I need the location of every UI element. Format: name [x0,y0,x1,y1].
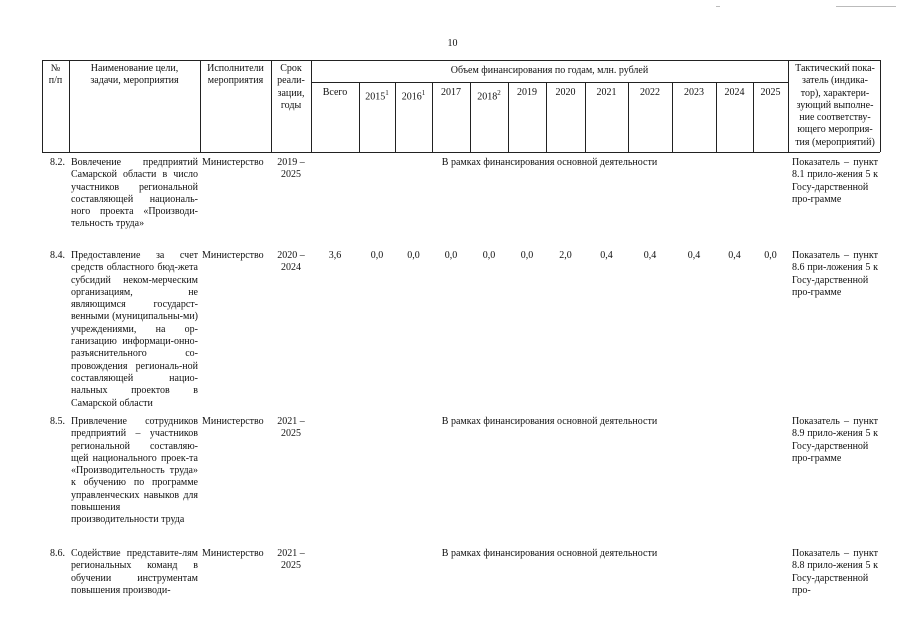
row-value-2019: 0,0 [520,250,534,261]
row-indicator: Показатель – пункт 8.9 прило-жения 5 к Госу-дарственной про-грамме [792,416,878,464]
row-value-2015: 0,0 [370,250,384,261]
header-year-Всего [311,87,359,99]
header-number: № п/п [48,63,63,87]
header-financing: Объем финансирования по годам, млн. рублей [450,65,649,76]
row-name: Содействие представите-лям региональных команд в обучении инструментам повышения производи- [71,548,198,596]
header-year-label: 2016 [401,91,422,103]
row-value-2022: 0,4 [643,250,657,261]
header-year-2021 [585,87,628,99]
header-year-label: 2017 [441,87,461,98]
row-value-2018: 0,0 [482,250,496,261]
footnote-marker: 1 [421,89,426,97]
header-year-2016 [395,87,432,104]
row-executor: Министерство [202,157,264,168]
table-top-border [42,60,880,61]
header-year-label: 2025 [760,87,781,98]
row-indicator: Показатель – пункт 8.6 при-ложения 5 к Госу-дарственной про-грамме [792,250,878,298]
header-year-2022 [628,87,672,99]
row-term: 2021 – 2025 [277,548,305,572]
row-value-2024: 0,4 [728,250,741,261]
footnote-marker: 1 [385,89,389,97]
header-year-label: 2015 [365,91,386,103]
row-value-2021: 0,4 [600,250,613,261]
row-name: Привлечение сотрудников предприятий – участников региональной составляю-щей национального проек-та «Производительность труда» к обучению по программе управленческих навыков для повышения производительности труда [71,416,198,526]
scan-artifact-line [836,6,896,7]
row-name: Предоставление за счет средств областного бюд-жета субсидий неком-мерческим организациям, не являющимся государст-венными (муниципальны-ми) учреждениями, на ор-ганизацию информаци-онно-разъяснительного со-провождения региональ-ной составляющей нацио-нальных проектов в Самарской области [71,250,198,409]
header-year-2019 [508,87,546,99]
header-year-2023 [672,87,716,99]
column-rule [788,60,789,152]
header-year-2017 [432,87,470,99]
header-year-label: 2018 [477,91,498,103]
header-year-label: 2022 [640,87,660,98]
header-year-label: 2019 [517,87,537,98]
row-value-2017: 0,0 [444,250,458,261]
row-indicator: Показатель – пункт 8.1 прило-жения 5 к Госу-дарственной про-грамме [792,157,878,205]
row-term: 2021 – 2025 [277,416,305,440]
row-executor: Министерство [202,250,264,261]
row-financing-note: В рамках финансирования основной деятельности [441,548,658,559]
header-year-2018 [470,87,508,104]
row-financing-note: В рамках финансирования основной деятельности [441,416,658,427]
header-year-2020 [546,87,585,99]
scan-artifact-line [716,6,720,7]
row-value-Всего: 3,6 [328,250,342,261]
header-year-label: 2021 [596,87,617,98]
row-value-2023: 0,4 [687,250,701,261]
row-executor: Министерство [202,548,264,559]
header-year-label: 2023 [684,87,704,98]
header-year-2025 [753,87,788,99]
row-number: 8.6. [50,548,65,559]
row-value-2020: 2,0 [559,250,572,261]
footnote-marker: 2 [497,89,501,97]
header-year-label: 2020 [555,87,576,98]
row-name: Вовлечение предприятий Самарской области в число участников региональной составляющей националь-ного проекта «Производи-тельность труда» [71,157,198,230]
header-year-label: Всего [322,87,348,98]
header-year-2024 [716,87,753,99]
row-executor: Министерство [202,416,264,427]
row-term: 2019 – 2025 [277,157,305,181]
row-financing-note: В рамках финансирования основной деятельности [441,157,658,168]
column-rule [880,60,881,152]
row-indicator: Показатель – пункт 8.8 прило-жения 5 к Госу-дарственной про- [792,548,878,596]
header-name: Наименование цели, задачи, мероприятия [90,63,179,87]
header-year-label: 2024 [724,87,745,98]
page-number: 10 [447,38,458,49]
row-value-2016: 0,0 [407,250,420,261]
row-number: 8.5. [50,416,65,427]
header-executors: Исполнители мероприятия [207,63,264,87]
header-indicator: Тактический пока- затель (индика- тор), характери- зующий выполне- ние соответству- ющего мероприя- тия (мероприятий) [795,63,875,148]
row-value-2025: 0,0 [764,250,777,261]
header-year-2015 [359,87,395,104]
row-number: 8.4. [50,250,65,261]
row-number: 8.2. [50,157,65,168]
row-term: 2020 – 2024 [277,250,305,274]
header-term: Срок реали- зации, годы [277,63,305,111]
header-bottom-border [42,152,880,153]
